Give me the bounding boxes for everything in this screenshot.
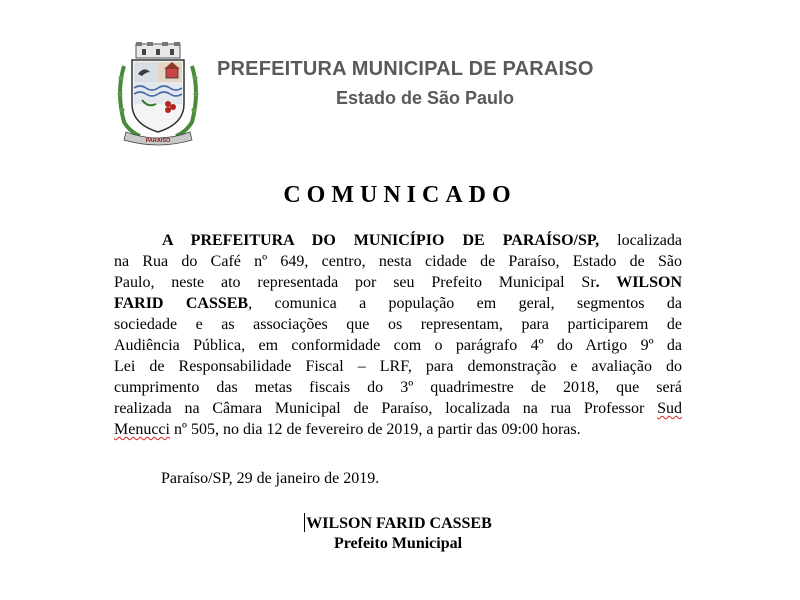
paragraph-text: Paulo, neste ato representada por seu Prefeito Municipal Sr: [114, 274, 596, 291]
paragraph-line: Lei de Responsabilidade Fiscal – LRF, para demonstração e avaliação do: [114, 358, 682, 375]
paragraph-line: sociedade e as associações que os representam, para participarem de: [114, 316, 682, 333]
paragraph-bold-text: . WILSON: [595, 274, 682, 291]
coat-of-arms-icon: [112, 42, 204, 146]
paragraph-line: [114, 230, 682, 251]
signature-name-text: WILSON FARID CASSEB: [306, 515, 492, 532]
paragraph-text: nº 505, no dia 12 de fevereiro de 2019, a partir das 09:00 horas.: [169, 421, 581, 438]
paragraph-text: , comunica a população em geral, segmentos da: [248, 295, 682, 312]
paragraph-line: cumprimento das metas fiscais do 3º quadrimestre de 2018, que será: [114, 379, 682, 396]
signature-role: [0, 535, 800, 553]
paragraph-bold-text: A PREFEITURA DO MUNICÍPIO DE PARAÍSO/SP,: [162, 232, 600, 249]
header-subtitle: Estado de São Paulo: [336, 88, 515, 108]
document-heading-text: COMUNICADO: [283, 182, 517, 208]
document-heading: [0, 182, 800, 209]
header-title: PREFEITURA MUNICIPAL DE PARAISO: [217, 58, 594, 80]
spellcheck-underlined-word[interactable]: Sud: [657, 400, 682, 417]
paragraph-line: [114, 419, 682, 440]
paragraph-line: [114, 272, 682, 293]
paragraph-line: na Rua do Café nº 649, centro, nesta cidade de Paraíso, Estado de São: [114, 253, 682, 270]
signature-role-text: Prefeito Municipal: [333, 535, 463, 552]
paragraph-bold-text: FARID CASSEB: [114, 295, 249, 312]
announcement-paragraph: [114, 230, 682, 440]
date-line: Paraíso/SP, 29 de janeiro de 2019.: [161, 470, 380, 487]
paragraph-line: Audiência Pública, em conformidade com o parágrafo 4º do Artigo 9º da: [114, 337, 682, 354]
paragraph-line: [114, 293, 682, 314]
paragraph-text: localizada: [599, 232, 682, 249]
paragraph-line: [114, 398, 682, 419]
crest-ribbon-text: PARAISO: [145, 138, 171, 144]
spellcheck-underlined-word[interactable]: Menucci: [114, 421, 170, 438]
signature-name: [0, 513, 800, 533]
paragraph-text: realizada na Câmara Municipal de Paraíso, localizada na rua Professor: [114, 400, 658, 417]
